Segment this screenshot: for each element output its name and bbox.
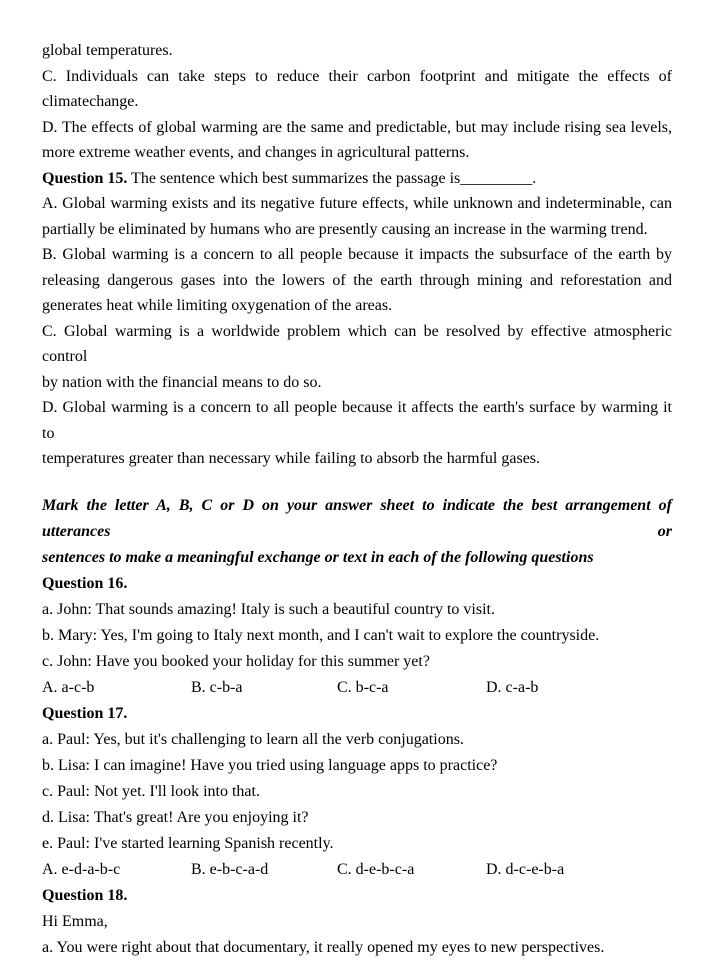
- question-18-label: Question 18.: [42, 887, 128, 904]
- section-instruction-line: sentences to make a meaningful exchange or text in each of the following questions: [42, 549, 594, 566]
- passage-option-c-line: C. Individuals can take steps to reduce their carbon footprint and mitigate the effects of: [42, 67, 672, 85]
- q17-choice-a: A. e-d-a-b-c: [42, 861, 121, 878]
- q15-option-b-line: B. Global warming is a concern to all people because it impacts the subsurface of the earth by: [42, 246, 672, 263]
- q17-choice-c: C. d-e-b-c-a: [337, 861, 415, 878]
- q15-option-a-line: A. Global warming exists and its negative future effects, while unknown and indeterminable, can: [42, 195, 672, 212]
- q17-utterance-a: a. Paul: Yes, but it's challenging to learn all the verb conjugations.: [42, 731, 464, 748]
- q17-utterance-e: e. Paul: I've started learning Spanish recently.: [42, 835, 334, 852]
- q15-option-a-line: partially be eliminated by humans who are presently causing an increase in the warming trend.: [42, 220, 648, 238]
- q15-option-d-line: D. Global warming is a concern to all people because it affects the earth's surface by warming it to: [42, 399, 672, 442]
- q18-salutation: Hi Emma,: [42, 913, 108, 930]
- q16-choices-row: [42, 675, 672, 701]
- question-18-heading: [42, 883, 672, 909]
- question-16-label: Question 16.: [42, 575, 128, 592]
- question-15-section: [42, 38, 672, 472]
- q16-choice-d: D. c-a-b: [486, 679, 539, 696]
- question-15-label: Question 15.: [42, 169, 128, 187]
- q17-utterance-d: d. Lisa: That's great! Are you enjoying it?: [42, 809, 309, 826]
- question-15-heading: [42, 166, 672, 192]
- passage-option-c-line: climatechange.: [42, 93, 139, 110]
- q16-utterance-c: c. John: Have you booked your holiday for this summer yet?: [42, 653, 430, 670]
- q16-choice-a: A. a-c-b: [42, 679, 95, 696]
- section-instruction-line: Mark the letter A, B, C or D on your answer sheet to indicate the best arrangement of utterances or: [42, 497, 672, 540]
- page-content: [42, 38, 672, 961]
- q15-option-d-line: temperatures greater than necessary while failing to absorb the harmful gases.: [42, 450, 541, 467]
- q15-option-b-line: generates heat while limiting oxygenation of the areas.: [42, 297, 393, 314]
- q17-utterance-c: c. Paul: Not yet. I'll look into that.: [42, 783, 260, 800]
- passage-option-b-tail-line: global temperatures.: [42, 42, 173, 59]
- q15-option-c-line: by nation with the financial means to do so.: [42, 373, 322, 391]
- q16-utterance-a: a. John: That sounds amazing! Italy is such a beautiful country to visit.: [42, 601, 495, 618]
- passage-option-d-line: D. The effects of global warming are the same and predictable, but may include rising sea levels,: [42, 118, 672, 136]
- q18-sentence-a: a. You were right about that documentary, it really opened my eyes to new perspectives.: [42, 939, 605, 956]
- q15-option-c-line: C. Global warming is a worldwide problem which can be resolved by effective atmospheric control: [42, 322, 672, 365]
- question-15-prompt-period: .: [532, 169, 537, 187]
- q16-choice-b: B. c-b-a: [191, 679, 243, 696]
- arrangement-questions-section: [42, 493, 672, 961]
- q16-choice-c: C. b-c-a: [337, 679, 389, 696]
- fill-in-blank: _________: [460, 169, 533, 187]
- passage-option-d-line: more extreme weather events, and changes in agricultural patterns.: [42, 144, 470, 161]
- q17-choice-d: D. d-c-e-b-a: [486, 861, 565, 878]
- q15-option-b-line: releasing dangerous gases into the lowers of the earth through mining and reforestation and: [42, 271, 672, 289]
- q17-choices-row: [42, 857, 672, 883]
- question-17-heading: [42, 701, 672, 727]
- question-17-label: Question 17.: [42, 705, 128, 722]
- question-15-prompt: The sentence which best summarizes the passage is: [127, 169, 461, 187]
- question-16-heading: [42, 571, 672, 597]
- q16-utterance-b: b. Mary: Yes, I'm going to Italy next month, and I can't wait to explore the countryside.: [42, 627, 600, 644]
- q17-choice-b: B. e-b-c-a-d: [191, 861, 269, 878]
- q17-utterance-b: b. Lisa: I can imagine! Have you tried using language apps to practice?: [42, 757, 498, 774]
